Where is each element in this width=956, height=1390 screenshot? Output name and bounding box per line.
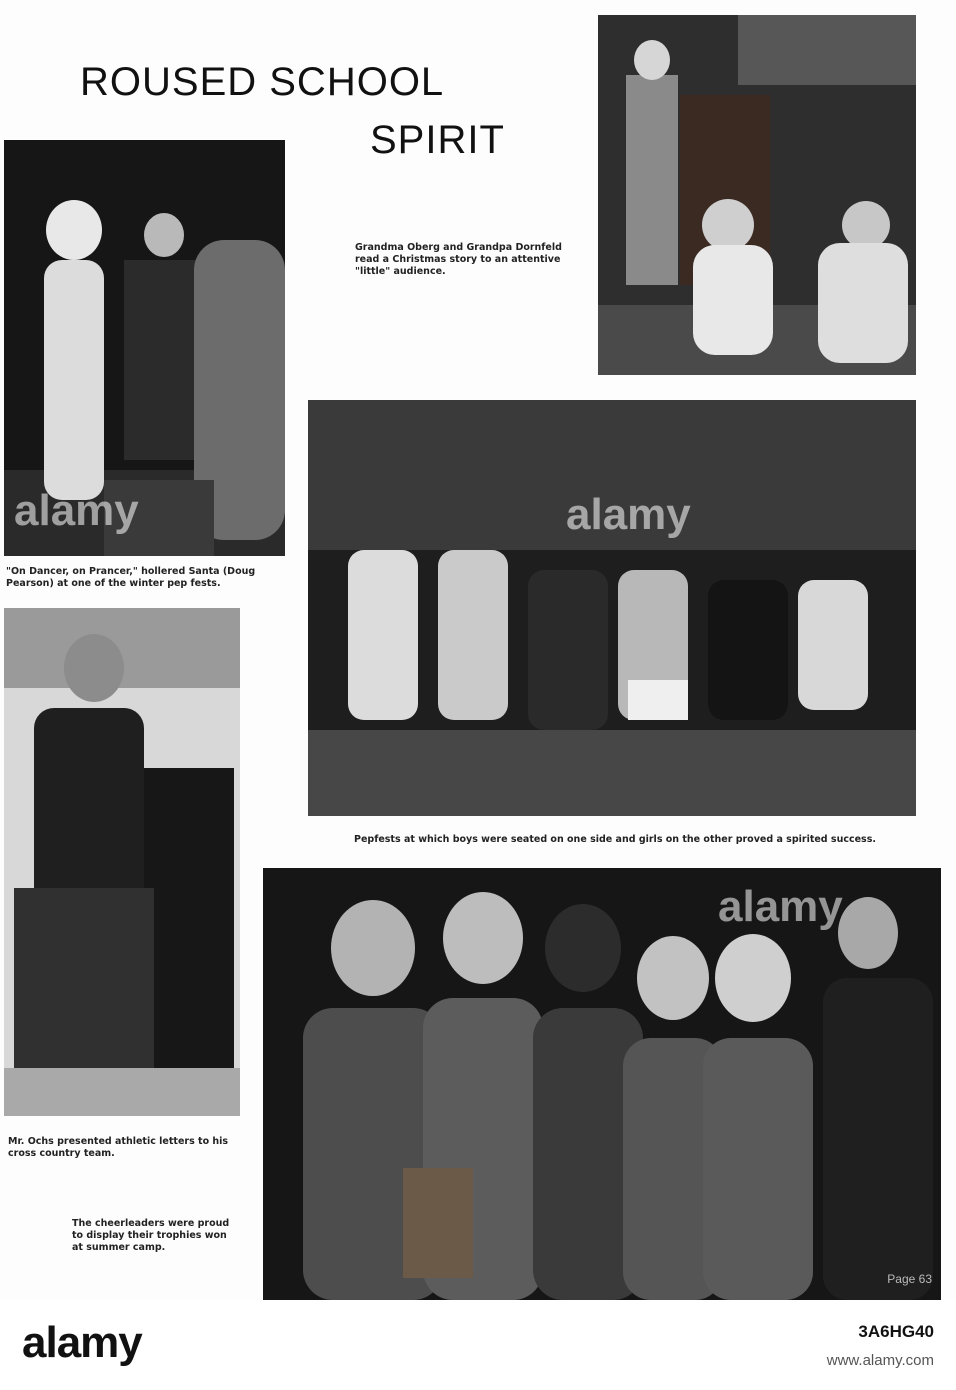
site-url[interactable]: www.alamy.com [826,1352,934,1369]
watermark-text: alamy [566,490,691,539]
page-title-line-1: ROUSED SCHOOL [80,60,445,104]
photo-christmas-story [598,15,916,375]
photo-cheerleaders [263,868,941,1300]
caption-pepfest: Pepfests at which boys were seated on one side and girls on the other proved a spirited success. [354,834,876,845]
brand-logo: alamy [22,1318,142,1367]
caption-christmas-story: Grandma Oberg and Grandpa Dornfeld read a Christmas story to an attentive "little" audience. [355,242,562,277]
caption-santa: "On Dancer, on Prancer," hollered Santa (Doug Pearson) at one of the winter pep fests. [6,566,256,589]
caption-mr-ochs: Mr. Ochs presented athletic letters to his cross country team. [8,1136,229,1159]
photo-mr-ochs [4,608,240,1116]
page-number: Page 63 [887,1272,932,1286]
stock-footer-bar [0,1300,956,1390]
page-title-line-2: SPIRIT [370,118,505,162]
photo-pepfest-crowd [308,400,916,816]
watermark-text: alamy [718,882,843,931]
photo-santa-pep-fest [4,140,285,556]
watermark-text: alamy [14,486,139,535]
caption-cheerleaders: The cheerleaders were proud to display their trophies won at summer camp. [72,1218,230,1253]
image-id: 3A6HG40 [858,1322,934,1341]
